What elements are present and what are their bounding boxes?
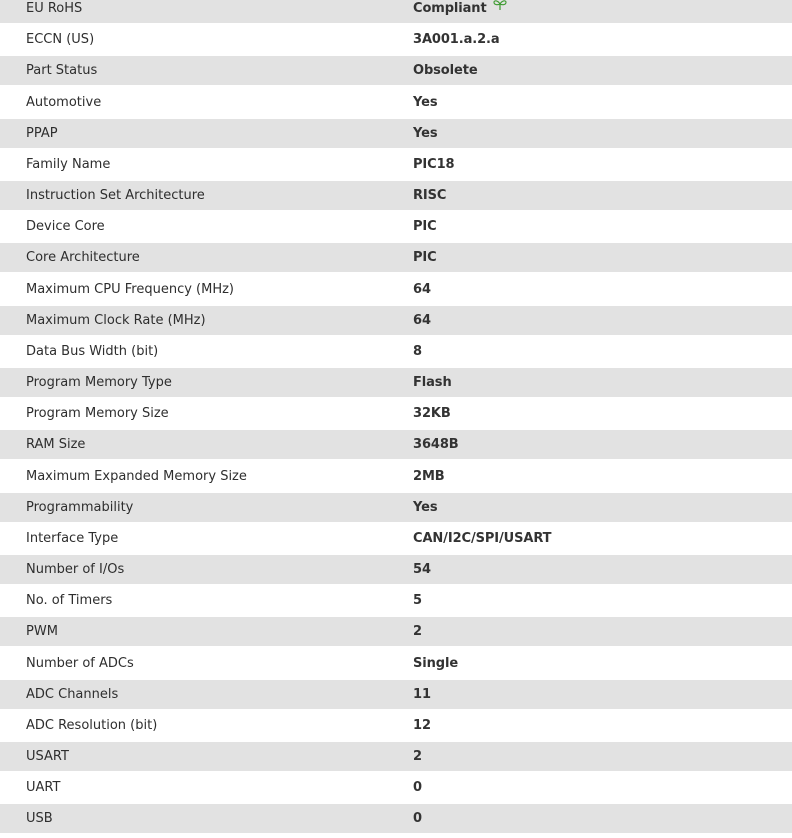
spec-label: ECCN (US) bbox=[26, 32, 95, 48]
spec-value: Yes bbox=[413, 94, 438, 110]
spec-value: 2MB bbox=[413, 468, 445, 484]
spec-value bbox=[413, 0, 507, 23]
spec-label: RAM Size bbox=[26, 437, 86, 453]
spec-value: Obsolete bbox=[413, 63, 478, 79]
spec-label: Number of I/Os bbox=[26, 562, 125, 578]
spec-row-usart bbox=[0, 742, 792, 771]
spec-label: PPAP bbox=[26, 125, 58, 141]
spec-row-part-status bbox=[0, 56, 792, 85]
spec-value: 64 bbox=[413, 281, 431, 297]
spec-label: Program Memory Size bbox=[26, 406, 169, 422]
spec-label: UART bbox=[26, 780, 61, 796]
spec-value: CAN/I2C/SPI/USART bbox=[413, 530, 552, 546]
spec-row-max-expanded-memory bbox=[0, 462, 792, 491]
spec-value: Single bbox=[413, 655, 459, 671]
spec-row-automotive bbox=[0, 88, 792, 117]
spec-row-number-of-ios bbox=[0, 555, 792, 584]
spec-label: Data Bus Width (bit) bbox=[26, 343, 159, 359]
spec-value: 5 bbox=[413, 593, 422, 609]
spec-value: Yes bbox=[413, 125, 438, 141]
spec-value: Flash bbox=[413, 375, 452, 391]
spec-label: USB bbox=[26, 811, 53, 827]
spec-value: Yes bbox=[413, 499, 438, 515]
spec-label: Core Architecture bbox=[26, 250, 140, 266]
spec-label: Interface Type bbox=[26, 530, 119, 546]
spec-value: 32KB bbox=[413, 406, 451, 422]
spec-value: 0 bbox=[413, 780, 422, 796]
spec-value: 3A001.a.2.a bbox=[413, 32, 500, 48]
spec-label: Number of ADCs bbox=[26, 655, 134, 671]
spec-value: RISC bbox=[413, 188, 447, 204]
spec-value: 11 bbox=[413, 686, 431, 702]
spec-row-adc-resolution bbox=[0, 711, 792, 740]
spec-label: ADC Channels bbox=[26, 686, 119, 702]
spec-label: Instruction Set Architecture bbox=[26, 188, 205, 204]
spec-value: 0 bbox=[413, 811, 422, 827]
spec-label: Device Core bbox=[26, 219, 105, 235]
spec-row-max-cpu-frequency bbox=[0, 275, 792, 304]
spec-label: PWM bbox=[26, 624, 58, 640]
spec-row-uart bbox=[0, 773, 792, 802]
spec-row-isa bbox=[0, 181, 792, 210]
spec-row-core-architecture bbox=[0, 243, 792, 272]
spec-value: 64 bbox=[413, 312, 431, 328]
spec-value: 3648B bbox=[413, 437, 459, 453]
spec-label: Automotive bbox=[26, 94, 102, 110]
spec-label: No. of Timers bbox=[26, 593, 113, 609]
spec-value: PIC bbox=[413, 219, 437, 235]
spec-value: 8 bbox=[413, 343, 422, 359]
spec-row-max-clock-rate bbox=[0, 306, 792, 335]
spec-label: Family Name bbox=[26, 156, 111, 172]
spec-value: 2 bbox=[413, 749, 422, 765]
spec-row-program-memory-type bbox=[0, 368, 792, 397]
spec-value: 12 bbox=[413, 717, 431, 733]
spec-row-family-name bbox=[0, 150, 792, 179]
spec-row-ppap bbox=[0, 119, 792, 148]
spec-value-text: Compliant bbox=[413, 1, 487, 16]
spec-value: 2 bbox=[413, 624, 422, 640]
spec-label: Maximum Clock Rate (MHz) bbox=[26, 312, 206, 328]
spec-row-programmability bbox=[0, 493, 792, 522]
spec-row-timers bbox=[0, 586, 792, 615]
leaf-icon bbox=[493, 0, 507, 22]
spec-row-device-core bbox=[0, 212, 792, 241]
spec-row-eccn bbox=[0, 25, 792, 54]
spec-row-data-bus-width bbox=[0, 337, 792, 366]
spec-label: EU RoHS bbox=[26, 1, 83, 16]
spec-row-ram-size bbox=[0, 430, 792, 459]
spec-label: ADC Resolution (bit) bbox=[26, 717, 158, 733]
spec-row-eu-rohs bbox=[0, 0, 792, 23]
spec-label: USART bbox=[26, 749, 69, 765]
spec-row-adc-channels bbox=[0, 680, 792, 709]
spec-value: 54 bbox=[413, 562, 431, 578]
spec-value: PIC18 bbox=[413, 156, 455, 172]
spec-row-interface-type bbox=[0, 524, 792, 553]
spec-row-usb bbox=[0, 804, 792, 833]
spec-label: Maximum CPU Frequency (MHz) bbox=[26, 281, 234, 297]
spec-row-pwm bbox=[0, 617, 792, 646]
spec-value: PIC bbox=[413, 250, 437, 266]
spec-row-program-memory-size bbox=[0, 399, 792, 428]
spec-label: Programmability bbox=[26, 499, 134, 515]
spec-row-number-of-adcs bbox=[0, 649, 792, 678]
spec-label: Maximum Expanded Memory Size bbox=[26, 468, 247, 484]
spec-label: Program Memory Type bbox=[26, 375, 172, 391]
spec-label: Part Status bbox=[26, 63, 98, 79]
